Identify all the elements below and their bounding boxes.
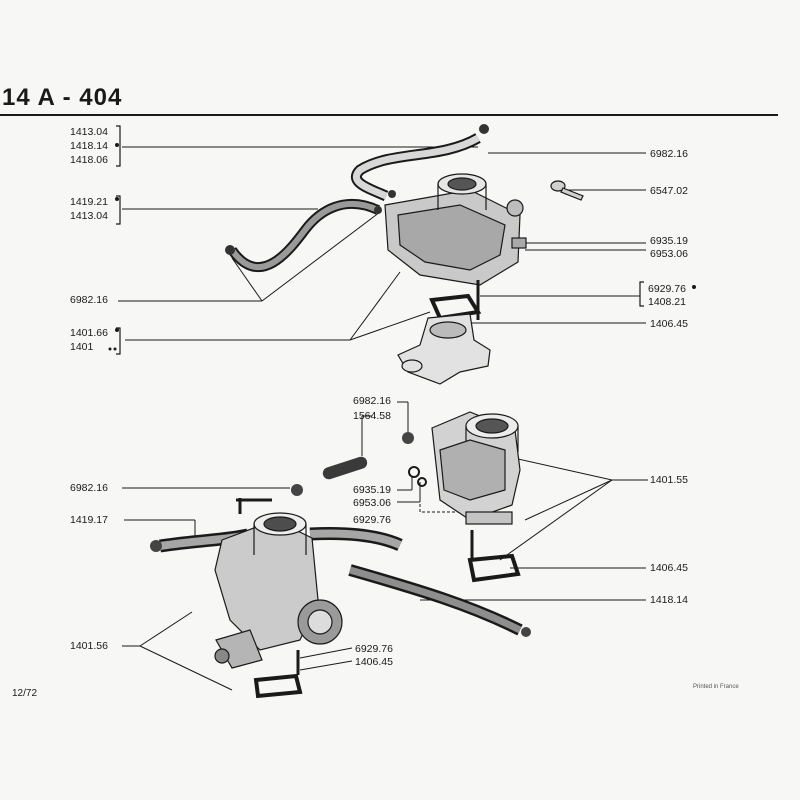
part-label-1406-45-lower: 1406.45 — [355, 656, 393, 668]
part-label-6547-02: 6547.02 — [650, 185, 688, 197]
part-label-6982-16-mid: 6982.16 — [353, 395, 391, 407]
part-label-1401-56: 1401.56 — [70, 640, 108, 652]
part-label-6982-16-right: 6982.16 — [650, 148, 688, 160]
part-label-6929-76-mid: 6929.76 — [353, 514, 391, 526]
page-title: 14 A - 404 — [2, 84, 123, 111]
part-label-1401-66: 1401.66 — [70, 327, 108, 339]
part-label-6935-19: 6935.19 — [650, 235, 688, 247]
part-label-1564-58: 1564.58 — [353, 410, 391, 422]
part-label-6935-19-mid: 6935.19 — [353, 484, 391, 496]
part-label-1419-21: 1419.21 — [70, 196, 108, 208]
part-label-6953-06: 6953.06 — [650, 248, 688, 260]
part-label-1406-45-mid: 1406.45 — [650, 562, 688, 574]
part-label-1418-06: 1418.06 — [70, 154, 108, 166]
page-number: 12/72 — [12, 688, 38, 699]
part-label-1419-17: 1419.17 — [70, 514, 108, 526]
part-label-6929-76-lower: 6929.76 — [355, 643, 393, 655]
part-label-1401: 1401 — [70, 341, 94, 353]
part-label-6953-06-mid: 6953.06 — [353, 497, 391, 509]
part-label-1413-04-b: 1413.04 — [70, 210, 108, 222]
part-label-6982-16-lower: 6982.16 — [70, 482, 108, 494]
part-label-1406-45: 1406.45 — [650, 318, 688, 330]
part-label-1408-21: 1408.21 — [648, 296, 686, 308]
part-label-6982-16: 6982.16 — [70, 294, 108, 306]
part-label-1418-14-lower: 1418.14 — [650, 594, 688, 606]
printed-in-note: Printed in France — [693, 684, 739, 690]
part-label-1401-55: 1401.55 — [650, 474, 688, 486]
part-label-1413-04: 1413.04 — [70, 126, 108, 138]
part-label-1418-14: 1418.14 — [70, 140, 108, 152]
part-label-6929-76: 6929.76 — [648, 283, 686, 295]
